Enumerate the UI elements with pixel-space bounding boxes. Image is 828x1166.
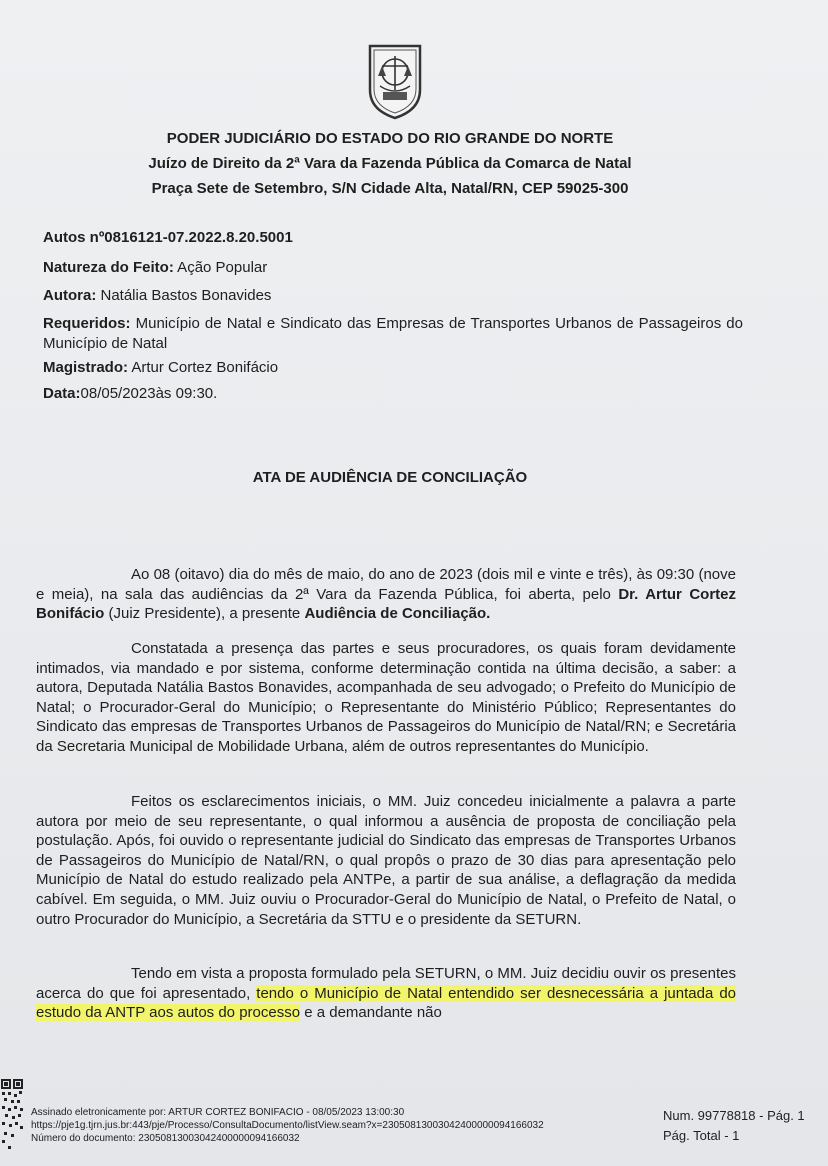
court-emblem-icon: [364, 42, 426, 120]
document-number: Número do documento: 23050813003042400000094166032: [31, 1133, 300, 1144]
page-total: Pág. Total - 1: [663, 1128, 740, 1143]
case-number: Autos nº0816121-07.2022.8.20.5001: [43, 229, 293, 246]
case-plaintiff: Autora: Natália Bastos Bonavides: [43, 287, 272, 304]
court-name: PODER JUDICIÁRIO DO ESTADO DO RIO GRANDE DO NORTE: [166, 130, 614, 147]
document-title: ATA DE AUDIÊNCIA DE CONCILIAÇÃO: [252, 469, 528, 486]
case-date: Data:08/05/2023às 09:30.: [43, 385, 218, 402]
case-defendants: Requeridos: Município de Natal e Sindicato das Empresas de Transportes Urbanos de Passageiros do Município de Natal: [43, 315, 743, 352]
court-address: Praça Sete de Setembro, S/N Cidade Alta, Natal/RN, CEP 59025-300: [151, 180, 629, 197]
page-number-block: [663, 1106, 805, 1146]
page-number: Num. 99778818 - Pág. 1: [663, 1108, 805, 1123]
paragraph-opening: Ao 08 (oitavo) dia do mês de maio, do ano de 2023 (dois mil e vinte e três), às 09:30 (nove e meia), na sala das audiências da 2ª Vara da Fazenda Pública, foi aberta, pelo Dr. Artur Cortez Bonifácio (Juiz Presidente), a presente Audiência de Conciliação.: [36, 566, 737, 623]
court-division: Juízo de Direito da 2ª Vara da Fazenda Pública da Comarca de Natal: [148, 155, 632, 172]
qr-code-icon: [0, 1076, 24, 1154]
signature-block: [31, 1106, 544, 1145]
document-url[interactable]: https://pje1g.tjrn.jus.br:443/pje/Processo/ConsultaDocumento/listView.seam?x=23050813003042400000094166032: [31, 1120, 544, 1131]
case-judge: Magistrado: Artur Cortez Bonifácio: [43, 359, 279, 376]
signature-footer: [0, 1076, 828, 1166]
paragraph-decision: Tendo em vista a proposta formulado pela SETURN, o MM. Juiz decidiu ouvir os presentes acerca do que foi apresentado, tendo o Município de Natal entendido ser desnecessária a juntada do estudo da ANTP aos autos do processo e a demandante não: [36, 965, 737, 1022]
paragraph-proceedings: Feitos os esclarecimentos iniciais, o MM. Juiz concedeu inicialmente a palavra a parte autora por meio de seu representante, o qual informou a ausência de proposta de conciliação pela postulação. Após, foi ouvido o representante judicial do Sindicato das empresas de Transportes Urbanos de Passageiros do Município de Natal/RN, o qual propôs o prazo de 30 dias para apresentação pelo Município de Natal do estudo realizado pela ANTPe, a partir de sua análise, a deflagração da medida cabível. Em seguida, o MM. Juiz ouviu o Procurador-Geral do Município de Natal, o Prefeito de Natal, o outro Procurador do Município, a Secretária da STTU e o presidente da SETURN.: [36, 793, 736, 928]
highlighted-text: tendo o Município de Natal entendido ser desnecessária a juntada do estudo da ANTP aos autos do processo: [36, 984, 737, 1022]
paragraph-attendance: Constatada a presença das partes e seus procuradores, os quais foram devidamente intimados, via mandado e por sistema, conforme determinação contida na última decisão, a saber: a autora, Deputada Natália Bastos Bonavides, acompanhada de seu advogado; o Prefeito do Município de Natal; o Procurador-Geral do Município; o Representante do Ministério Público; Representantes do Sindicato das empresas de Transportes Urbanos de Passageiros do Município de Natal/RN; e Secretária da Secretaria Municipal de Mobilidade Urbana, além de outros representantes do Município.: [36, 640, 736, 755]
case-nature: Natureza do Feito: Ação Popular: [43, 259, 268, 276]
signature-line: Assinado eletronicamente por: ARTUR CORTEZ BONIFACIO - 08/05/2023 13:00:30: [31, 1107, 405, 1118]
